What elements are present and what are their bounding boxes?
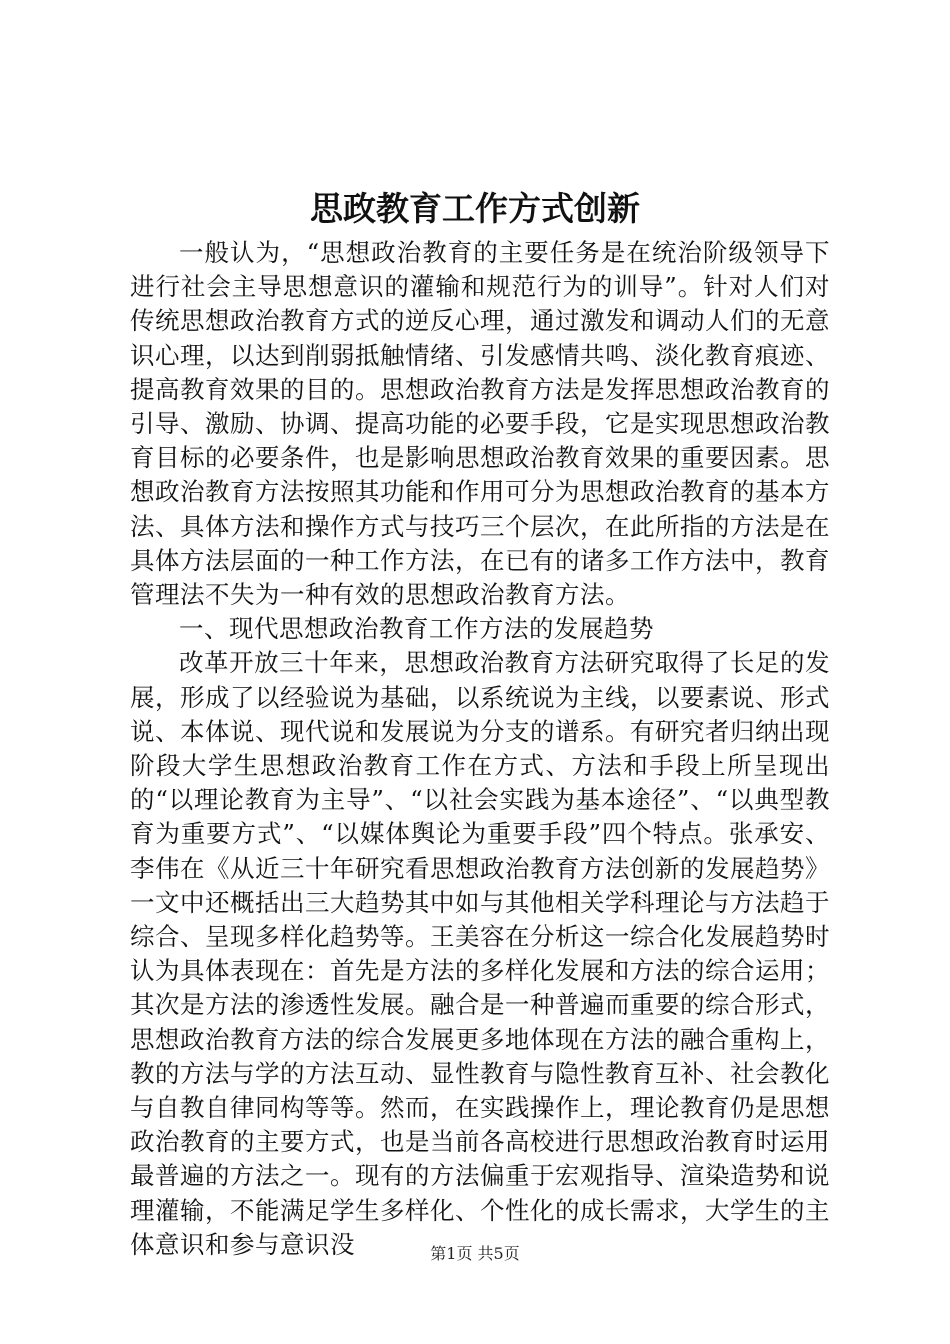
paragraph-trends: 改革开放三十年来，思想政治教育方法研究取得了长足的发展，形成了以经验说为基础，以系统说为主线，以要素说、形式说、本体说、现代说和发展说为分支的谱系。有研究者归纳出现阶段大学生思想政治教育工作在方式、方法和手段上所呈现出的“以理论教育为主导”、“以社会实践为基本途径”、“以典型教育为重要方式”、“以媒体舆论为重要手段”四个特点。张承安、李伟在《从近三十年研究看思想政治教育方法创新的发展趋势》一文中还概括出三大趋势其中如与其他相关学科理论与方法趋于综合、呈现多样化趋势等。王美容在分析这一综合化发展趋势时认为具体表现在：首先是方法的多样化发展和方法的综合运用；其次是方法的渗透性发展。融合是一种普遍而重要的综合形式，思想政治教育方法的综合发展更多地体现在方法的融合重构上，教的方法与学的方法互动、显性教育与隐性教育互补、社会教化与自教自律同构等等。然而，在实践操作上，理论教育仍是思想政治教育的主要方式，也是当前各高校进行思想政治教育时运用最普遍的方法之一。现有的方法偏重于宏观指导、渲染造势和说理灌输，不能满足学生多样化、个性化的成长需求，大学生的主体意识和参与意识没 — [130, 648, 830, 1259]
page-number: 第1页 共5页 — [430, 1244, 520, 1263]
section-heading: 一、现代思想政治教育工作方法的发展趋势 — [179, 614, 654, 644]
document-body — [130, 236, 830, 1262]
document-title: 思政教育工作方式创新 — [310, 189, 640, 228]
paragraph-intro: 一般认为，“思想政治教育的主要任务是在统治阶级领导下进行社会主导思想意识的灌输和规范行为的训导”。针对人们对传统思想政治教育方式的逆反心理，通过激发和调动人们的无意识心理，以达到削弱抵触情绪、引发感情共鸣、淡化教育痕迹、提高教育效果的目的。思想政治教育方法是发挥思想政治教育的引导、激励、协调、提高功能的必要手段，它是实现思想政治教育目标的必要条件，也是影响思想政治教育效果的重要因素。思想政治教育方法按照其功能和作用可分为思想政治教育的基本方法、具体方法和操作方式与技巧三个层次，在此所指的方法是在具体方法层面的一种工作方法，在已有的诸多工作方法中，教育管理法不失为一种有效的思想政治教育方法。 — [130, 238, 830, 610]
